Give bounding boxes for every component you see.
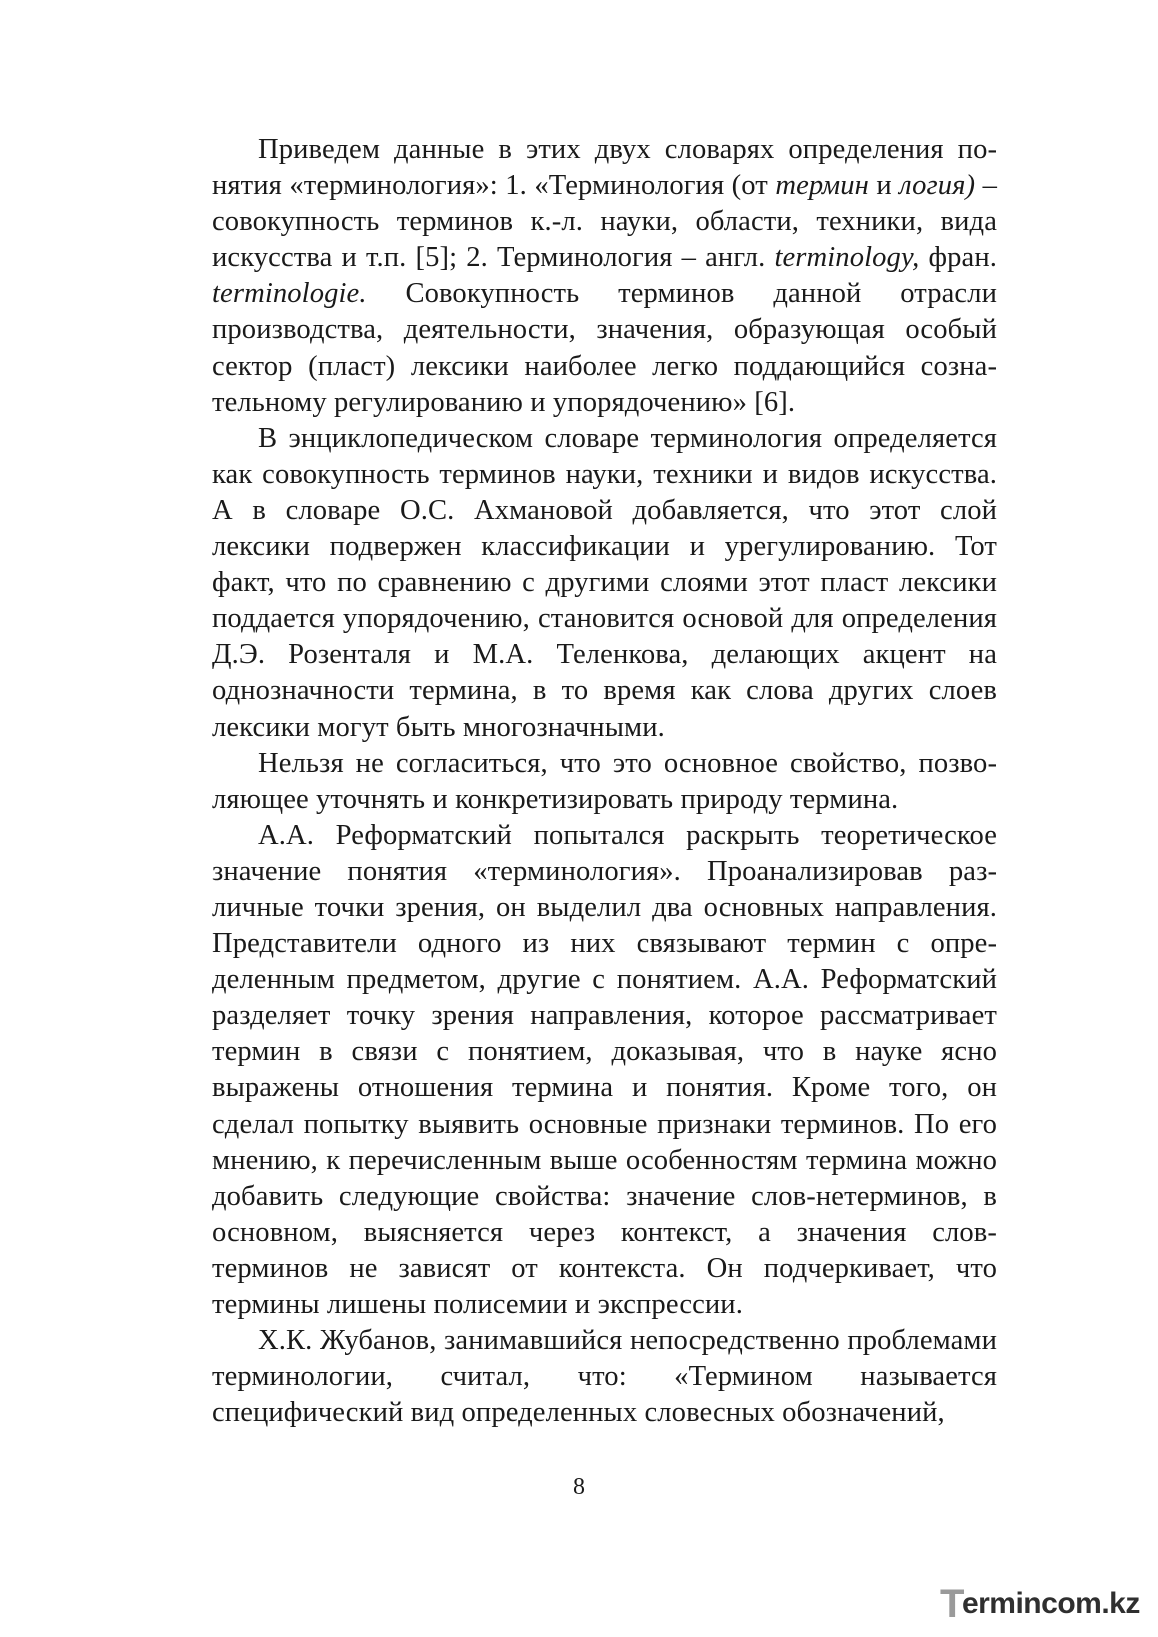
paragraph-1-part-c: – совокупность терминов к.-л. науки, области, техники, вида искусства и т.п. [5]; 2. Терминология – англ.	[212, 170, 997, 274]
paragraph-1-part-d: фран.	[919, 242, 997, 274]
italic-term-termin: термин	[775, 170, 869, 202]
paragraph-1-part-b: и	[868, 170, 900, 202]
paragraph-2: В энциклопедическом словаре терминология определяется как совокупность терминов науки, техники и видов искусства. А в словаре О.С. Ахмановой добавляется, что этот слой лексики подвержен классификации и урегулированию. Тот факт, что по сравнению с другими слоями этот пласт лексики поддается упорядочению, становится основой для определения Д.Э. Розенталя и М.А. Теленкова, делающих акцент на однозначности термина, в то время как слова других слоев лексики могут быть многозначными.	[212, 422, 997, 743]
italic-term-logiya: логия)	[899, 170, 976, 202]
watermark-t-letter: T	[940, 1581, 964, 1626]
paragraph-1-part-e: Совокупность терминов данной отрасли производства, деятельности, значения, образующая особый сектор (пласт) лексики наиболее легко поддающийся сознательному регулированию и упорядочению» [6].	[212, 278, 997, 418]
page-number: 8	[573, 1474, 585, 1500]
paragraph-3: Нельзя не согласиться, что это основное свойство, позволяющее уточнять и конкретизировать природу термина.	[212, 747, 997, 815]
italic-term-terminologie: terminologie.	[212, 278, 367, 310]
italic-term-terminology: terminology,	[774, 242, 920, 274]
watermark-text: ermincom.kz	[961, 1587, 1140, 1620]
paragraph-5: Х.К. Жубанов, занимавшийся непосредственно проблемами терминологии, считал, что: «Термином называется специфический вид определенных словесных обозначений,	[212, 1325, 997, 1429]
paragraph-1	[212, 132, 997, 421]
paragraph-4: А.А. Реформатский попытался раскрыть теоретическое значение понятия «терминология». Проанализировав различные точки зрения, он выделил два основных направления. Представители одного из них связывают термин с определенным предметом, другие с понятием. А.А. Реформатский разделяет точку зрения направления, которое рассматривает термин в связи с понятием, доказывая, что в науке ясно выражены отношения термина и понятия. Кроме того, он сделал попытку выявить основные признаки терминов. По его мнению, к перечисленным выше особенностям термина можно добавить следующие свойства: значение слов-нетерминов, в основном, выясняется через контекст, а значения слов-терминов не зависят от контекста. Он подчеркивает, что термины лишены полисемии и экспрессии.	[212, 819, 997, 1320]
watermark-logo	[940, 1580, 1150, 1628]
document-body	[212, 132, 997, 1431]
paragraph-1-part-a: Приведем данные в этих двух словарях определения понятия «терминология»: 1. «Терминология (от	[212, 134, 997, 202]
